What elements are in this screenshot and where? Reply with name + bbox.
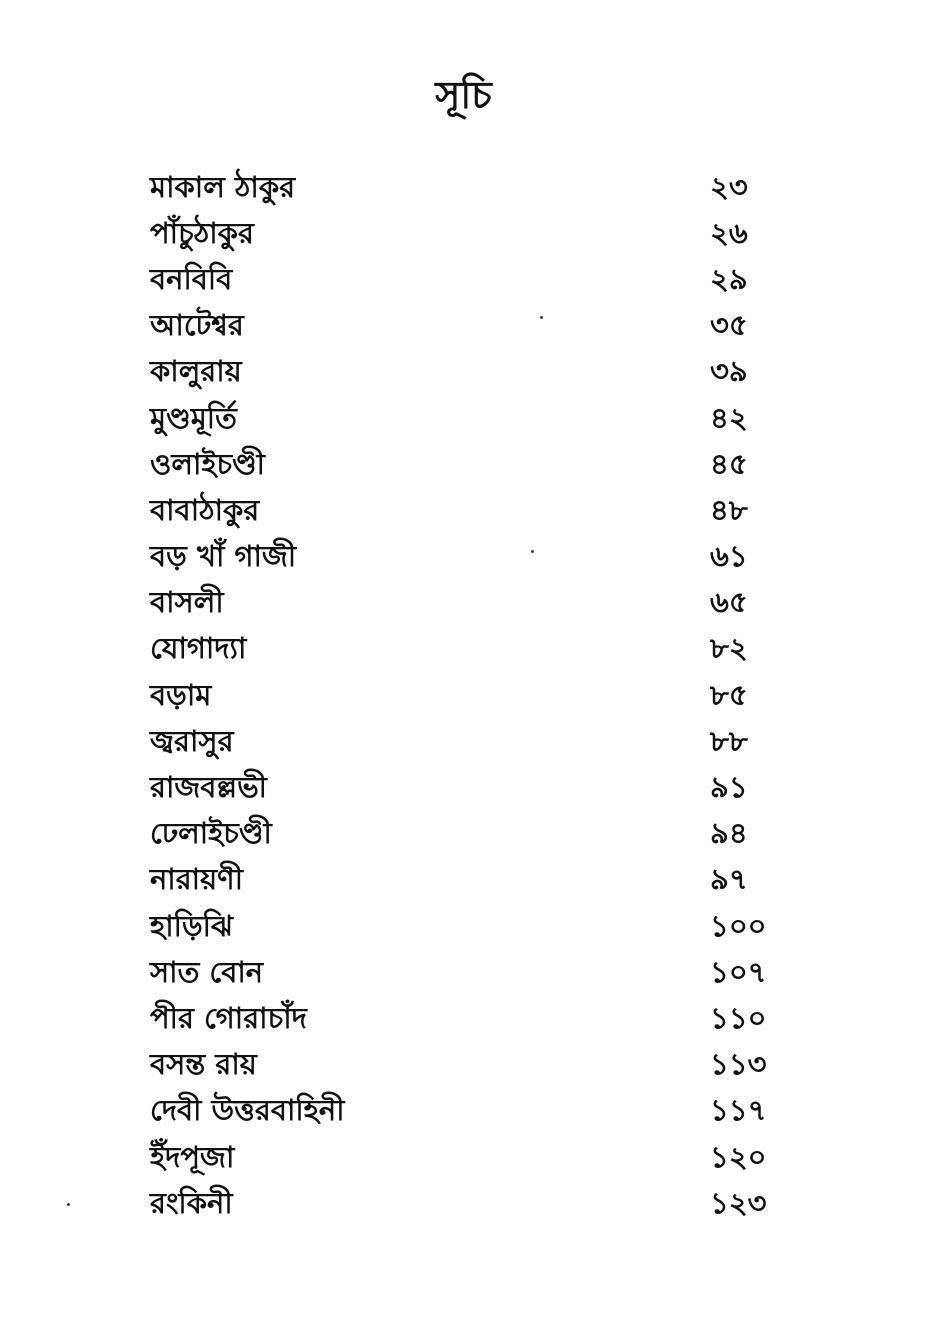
toc-entry-page-number: ১২৩ xyxy=(710,1185,767,1220)
toc-entry xyxy=(150,258,790,304)
toc-entry-page-number: ৬১ xyxy=(710,539,748,574)
toc-entry xyxy=(150,397,790,443)
toc-entry-page-number: ২৩ xyxy=(710,169,748,204)
toc-entry xyxy=(150,813,790,859)
toc-entry-title: মুণ্ডমূর্তি xyxy=(150,400,237,435)
toc-entry-page-number: ৯৭ xyxy=(710,862,748,897)
toc-entry-page-number: ২৬ xyxy=(710,215,748,250)
toc-entry-title: বড়াম xyxy=(150,677,212,712)
toc-entry xyxy=(150,1090,790,1136)
toc-entry-title: ওলাইচণ্ডী xyxy=(150,446,265,481)
toc-entry-title: সাত বোন xyxy=(150,954,264,989)
toc-entry-title: বাবাঠাকুর xyxy=(150,492,260,527)
toc-entry-title: বসন্ত রায় xyxy=(150,1047,257,1082)
toc-entry-page-number: ৪৮ xyxy=(710,492,748,527)
toc-entry xyxy=(150,1044,790,1090)
toc-entry-page-number: ৯৪ xyxy=(710,816,748,851)
toc-entry xyxy=(150,766,790,812)
toc-entry xyxy=(150,305,790,351)
toc-entry-page-number: ৮২ xyxy=(710,631,748,666)
toc-entry xyxy=(150,951,790,997)
toc-entry-page-number: ২৯ xyxy=(710,261,748,296)
toc-entry-title: পাঁচুঠাকুর xyxy=(150,215,254,250)
toc-entry-title: নারায়ণী xyxy=(150,862,243,897)
toc-entry xyxy=(150,536,790,582)
toc-entry-title: হাড়িঝি xyxy=(150,908,233,943)
toc-entry xyxy=(150,674,790,720)
toc-entry-title: কালুরায় xyxy=(150,354,242,389)
toc-entry xyxy=(150,859,790,905)
toc-entry-title: বাসলী xyxy=(150,585,224,620)
toc-entry xyxy=(150,212,790,258)
toc-entry xyxy=(150,443,790,489)
toc-entry xyxy=(150,720,790,766)
toc-entry xyxy=(150,1182,790,1228)
toc-entry xyxy=(150,351,790,397)
toc-entry-title: মাকাল ঠাকুর xyxy=(150,169,296,204)
toc-entry xyxy=(150,628,790,674)
toc-entry-page-number: ১১০ xyxy=(710,1000,767,1035)
toc-entry-title: বড় খাঁ গাজী xyxy=(150,539,297,574)
print-speck xyxy=(531,550,534,553)
toc-entry-title: জ্বরাসুর xyxy=(150,723,234,758)
toc-entry-title: ঢেলাইচণ্ডী xyxy=(150,816,272,851)
toc-entry-title: যোগাদ্যা xyxy=(150,631,247,666)
toc-entry-title: রাজবল্লভী xyxy=(150,770,267,805)
toc-entry xyxy=(150,905,790,951)
toc-entry-page-number: ৮৫ xyxy=(710,677,748,712)
toc-entry-title: পীর গোরাচাঁদ xyxy=(150,1000,307,1035)
toc-entry-page-number: ১০০ xyxy=(710,908,767,943)
toc-entry-page-number: ৯১ xyxy=(710,770,748,805)
toc-entry xyxy=(150,1136,790,1182)
toc-entry-page-number: ৩৯ xyxy=(710,354,748,389)
toc-entry-title: রংকিনী xyxy=(150,1185,233,1220)
toc-entry-title: দেবী উত্তরবাহিনী xyxy=(150,1093,345,1128)
page-title: সূচি xyxy=(435,72,492,117)
toc-entry-page-number: ৪৫ xyxy=(710,446,748,481)
toc-entry xyxy=(150,997,790,1043)
toc-entry-page-number: ৮৮ xyxy=(710,723,748,758)
toc-entry-page-number: ১২০ xyxy=(710,1139,767,1174)
toc-entry-title: বনবিবি xyxy=(150,261,233,296)
toc-entry-title: আটেশ্বর xyxy=(150,308,244,343)
toc-entry-title: ইঁদপূজা xyxy=(150,1139,235,1174)
toc-entry-page-number: ৪২ xyxy=(710,400,748,435)
toc-entry-page-number: ৬৫ xyxy=(710,585,748,620)
toc-entry-page-number: ১১৩ xyxy=(710,1047,767,1082)
toc-entry xyxy=(150,582,790,628)
toc-entry xyxy=(150,489,790,535)
toc-entry xyxy=(150,166,790,212)
print-speck xyxy=(540,316,543,319)
toc-entry-page-number: ১১৭ xyxy=(710,1093,767,1128)
toc-entry-page-number: ১০৭ xyxy=(710,954,767,989)
print-speck xyxy=(67,1203,70,1206)
toc-entry-page-number: ৩৫ xyxy=(710,308,748,343)
table-of-contents xyxy=(150,166,790,1228)
